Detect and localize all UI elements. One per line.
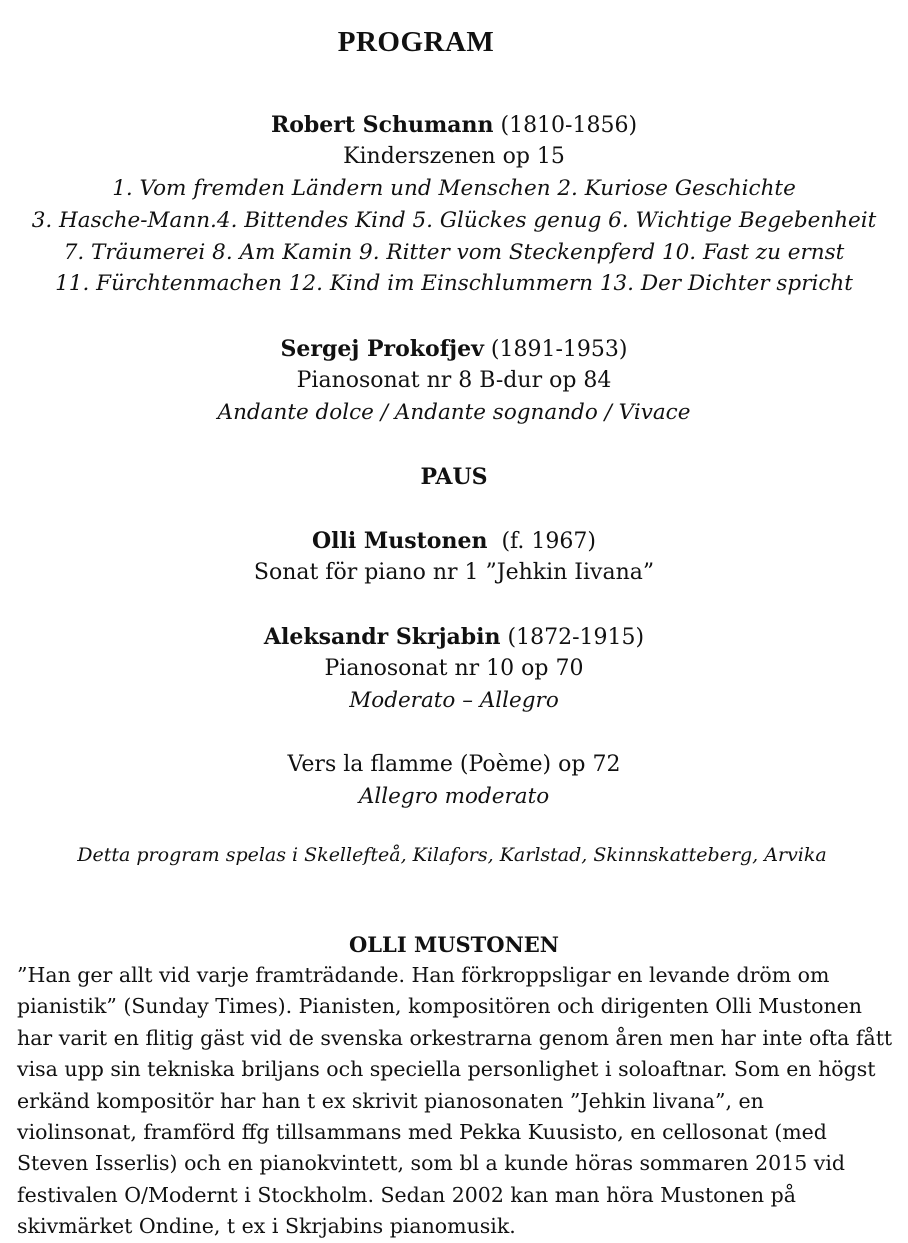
bio-line: erkänd kompositör har han t ex skrivit pianosonaten ”Jehkin livana”, en bbox=[17, 1088, 764, 1113]
composer-line-prokofjev bbox=[0, 338, 908, 361]
movement-line: 1. Vom fremden Ländern und Menschen 2. Kuriose Geschichte bbox=[112, 176, 796, 201]
intermission-label: PAUS bbox=[420, 464, 488, 490]
movement-line: Allegro moderato bbox=[358, 784, 550, 809]
bio-line: visa upp sin tekniska briljans och speciella personlighet i soloaftnar. Som en högst bbox=[17, 1057, 876, 1082]
work-title: Sonat för piano nr 1 ”Jehkin Iivana” bbox=[253, 560, 655, 585]
work-title: Kinderszenen op 15 bbox=[343, 144, 565, 169]
movement-line: 11. Fürchtenmachen 12. Kind im Einschlummern 13. Der Dichter spricht bbox=[55, 271, 853, 296]
composer-line-skrjabin bbox=[0, 626, 908, 649]
bio-line: Steven Isserlis) och en pianokvintett, som bl a kunde höras sommaren 2015 vid bbox=[17, 1151, 846, 1176]
composer-name: Robert Schumann bbox=[270, 112, 494, 138]
composer-name: Sergej Prokofjev bbox=[280, 336, 484, 362]
bio-line: har varit en flitig gäst vid de svenska orkestrarna genom åren men har inte ofta fått bbox=[17, 1025, 893, 1050]
movement-line: 7. Träumerei 8. Am Kamin 9. Ritter vom Steckenpferd 10. Fast zu ernst bbox=[63, 240, 845, 265]
bio-line: skivmärket Ondine, t ex i Skrjabins pianomusik. bbox=[17, 1214, 516, 1239]
bio-line: pianistik” (Sunday Times). Pianisten, kompositören och dirigenten Olli Mustonen bbox=[17, 994, 863, 1019]
composer-dates: (1810-1856) bbox=[500, 113, 638, 138]
composer-line-mustonen bbox=[0, 530, 908, 553]
bio-line: violinsonat, framförd ffg tillsammans med Pekka Kuusisto, en cellosonat (med bbox=[17, 1120, 827, 1145]
bio-line: ”Han ger allt vid varje framträdande. Han förkroppsligar en levande dröm om bbox=[17, 963, 830, 987]
composer-name: Aleksandr Skrjabin bbox=[263, 624, 501, 650]
movement-line: 3. Hasche-Mann.4. Bittendes Kind 5. Glückes genug 6. Wichtige Begebenheit bbox=[31, 208, 877, 233]
composer-dates: (f. 1967) bbox=[501, 529, 596, 554]
venues-note: Detta program spelas i Skellefteå, Kilafors, Karlstad, Skinnskatteberg, Arvika bbox=[77, 844, 827, 866]
composer-dates: (1891-1953) bbox=[490, 337, 628, 362]
page-title: PROGRAM bbox=[337, 26, 495, 58]
bio-line: festivalen O/Modernt i Stockholm. Sedan 2002 kan man höra Mustonen på bbox=[17, 1182, 796, 1207]
movement-line: Moderato – Allegro bbox=[349, 688, 559, 713]
work-title: Vers la flamme (Poème) op 72 bbox=[287, 752, 621, 777]
work-title: Pianosonat nr 8 B-dur op 84 bbox=[296, 368, 612, 393]
work-title: Pianosonat nr 10 op 70 bbox=[324, 656, 584, 681]
movement-line: Andante dolce / Andante sognando / Vivace bbox=[217, 400, 691, 425]
composer-line-schumann bbox=[0, 114, 908, 137]
composer-dates: (1872-1915) bbox=[507, 625, 645, 650]
bio-paragraph bbox=[17, 960, 897, 1243]
bio-heading: OLLI MUSTONEN bbox=[349, 932, 559, 957]
composer-name: Olli Mustonen bbox=[312, 528, 488, 554]
